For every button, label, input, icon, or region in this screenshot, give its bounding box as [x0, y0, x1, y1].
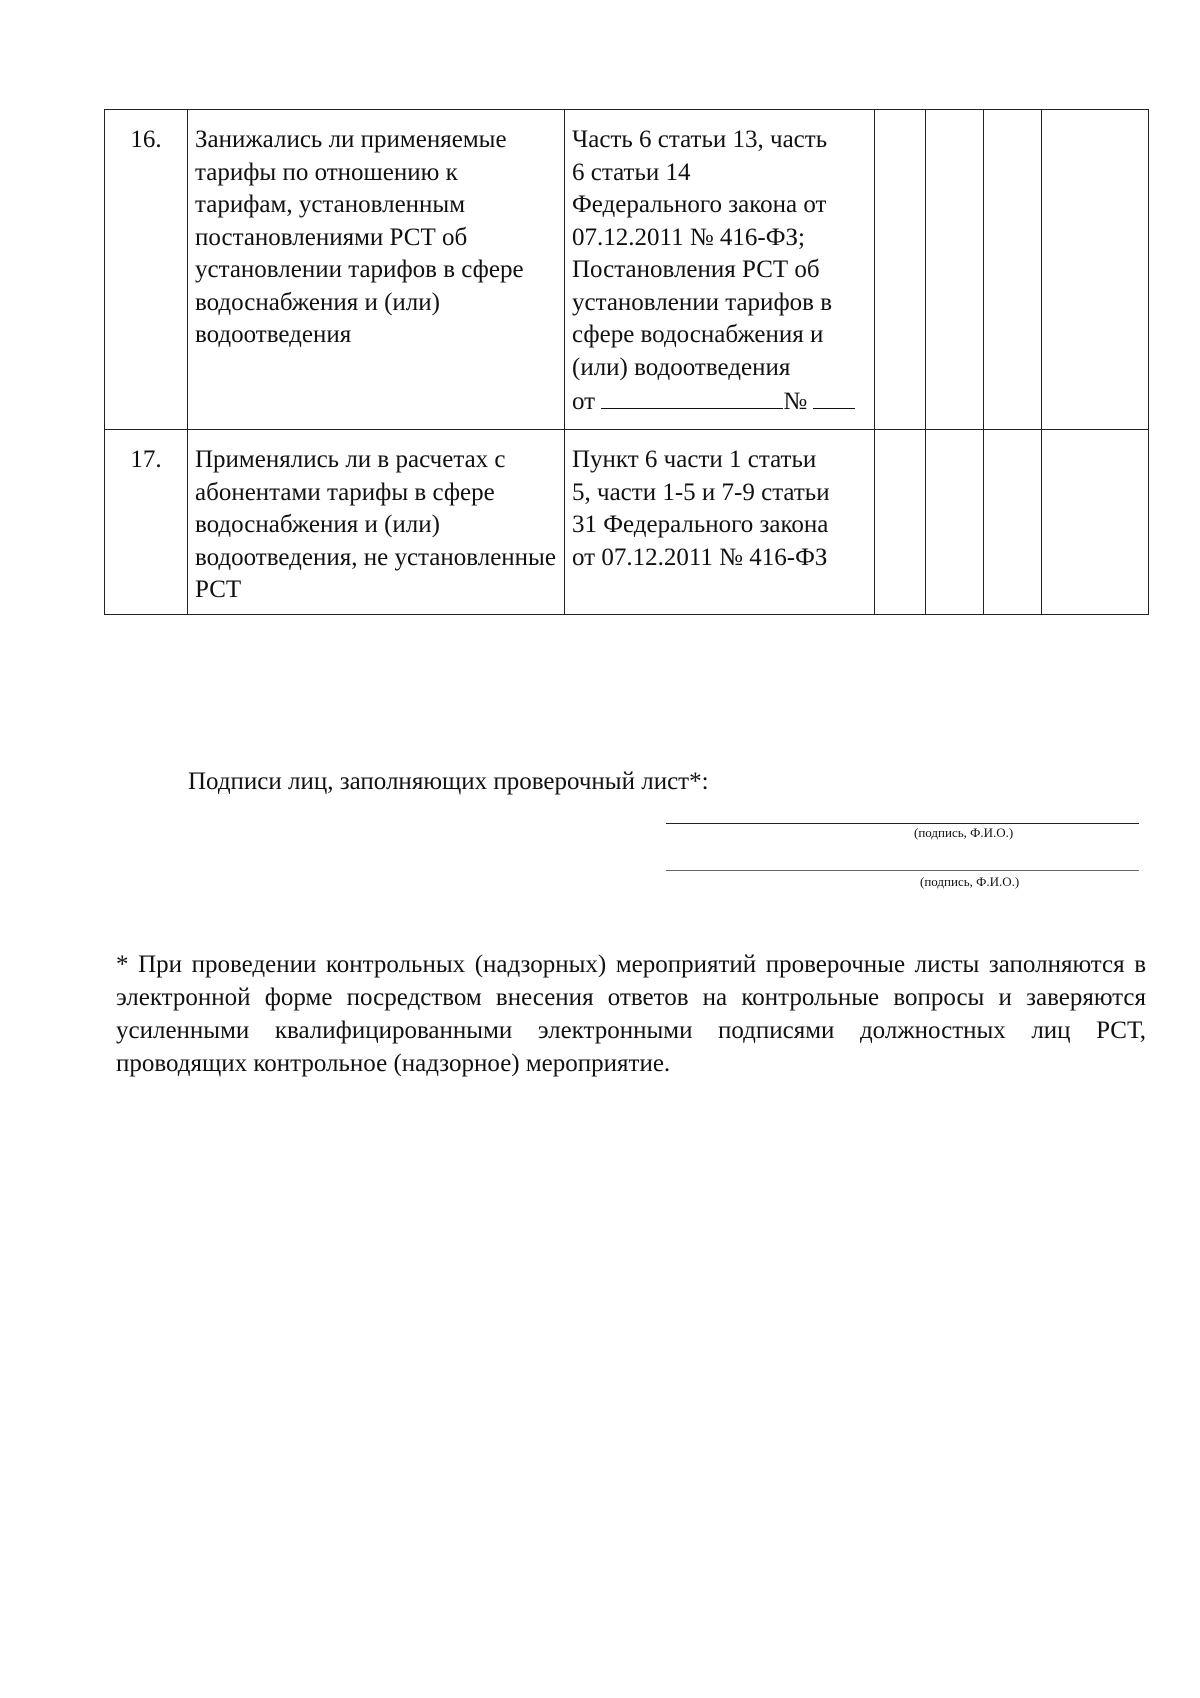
answer-cell-no[interactable]	[926, 430, 984, 615]
signature-line-2[interactable]	[666, 870, 1139, 871]
answer-cell-no[interactable]	[926, 110, 984, 430]
requirements-cell	[565, 110, 875, 430]
table-row	[105, 110, 1149, 430]
question-cell: Занижались ли применяемые тарифы по отношению к тарифам, установленным постановлениями РСТ об установлении тарифов в сфере водоснабжения и (или) водоотведения	[188, 110, 565, 430]
signature-caption-1: (подпись, Ф.И.О.)	[914, 825, 1014, 840]
answer-cell-not-applicable[interactable]	[984, 430, 1042, 615]
checklist-table	[104, 109, 1149, 615]
number-blank-line	[813, 384, 855, 409]
requirements-text: Часть 6 статьи 13, часть 6 статьи 14 Федерального закона от 07.12.2011 № 416-ФЗ; Постановления РСТ об установлении тарифов в сфере водоснабжения и (или) водоотведения	[572, 126, 832, 381]
signatures-title: Подписи лиц, заполняющих проверочный лист*:	[188, 768, 709, 795]
row-number: 17.	[105, 430, 188, 615]
note-cell[interactable]	[1042, 110, 1149, 430]
signature-line-1[interactable]	[666, 823, 1139, 824]
requirements-number-sign: №	[783, 388, 808, 415]
requirements-cell: Пункт 6 части 1 статьи 5, части 1-5 и 7-9 статьи 31 Федерального закона от 07.12.2011 № 416-ФЗ	[565, 430, 875, 615]
note-cell[interactable]	[1042, 430, 1149, 615]
table-row	[105, 430, 1149, 615]
signature-caption-2: (подпись, Ф.И.О.)	[920, 874, 1020, 889]
answer-cell-not-applicable[interactable]	[984, 110, 1042, 430]
requirements-from-label: от	[572, 388, 596, 415]
question-cell: Применялись ли в расчетах с абонентами тарифы в сфере водоснабжения и (или) водоотведения, не установленные РСТ	[188, 430, 565, 615]
row-number: 16.	[105, 110, 188, 430]
footnote: * При проведении контрольных (надзорных) мероприятий проверочные листы заполняются в электронной форме посредством внесения ответов на контрольные вопросы и заверяются усиленными квалифицированными электронными подписями должностных лиц РСТ, проводящих контрольное (надзорное) мероприятие.	[116, 951, 1146, 1077]
date-blank-line	[601, 384, 783, 409]
answer-cell-yes[interactable]	[875, 430, 926, 615]
answer-cell-yes[interactable]	[875, 110, 926, 430]
